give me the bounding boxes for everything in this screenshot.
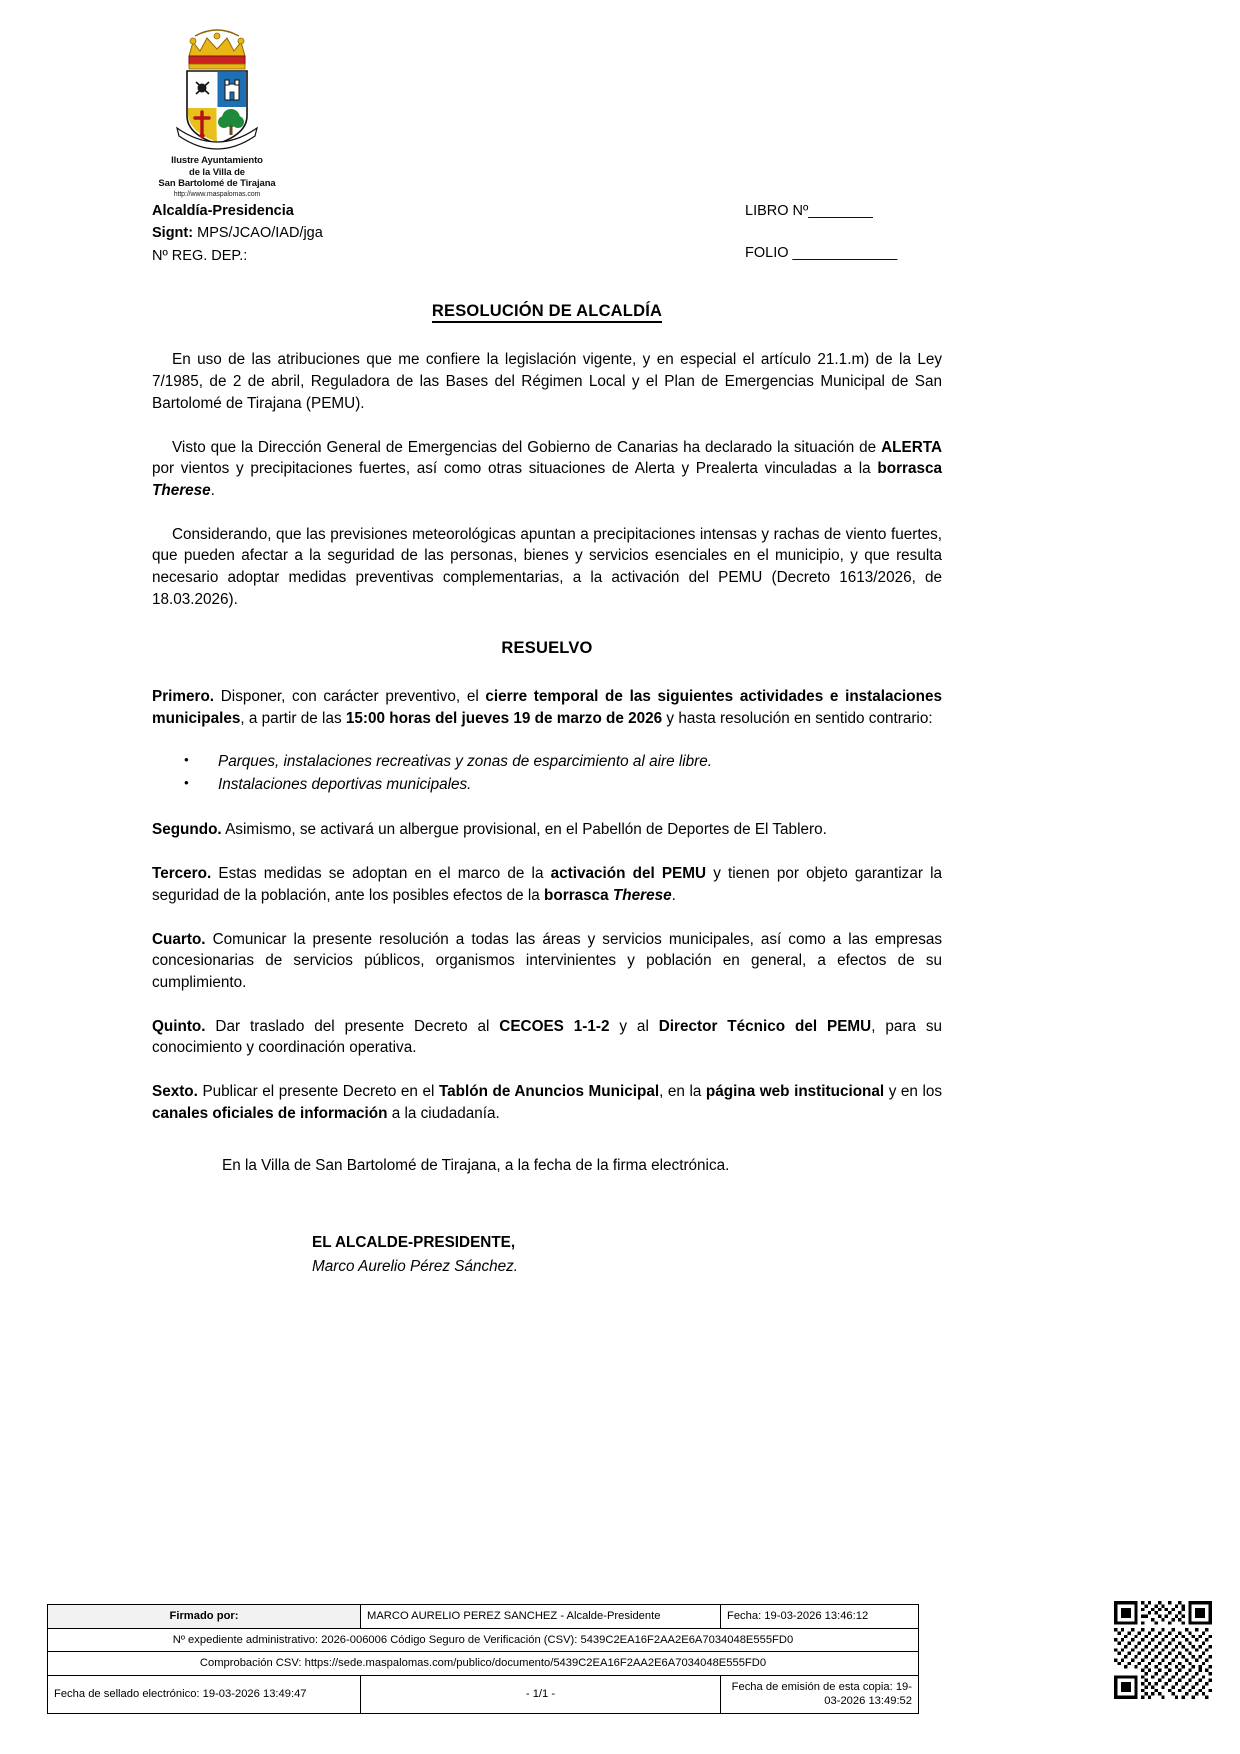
csv-verification-link[interactable]: Comprobación CSV: https://sede.maspalomas.com/publico/documento/5439C2EA16F2AA2E6A7034048E555FD0 xyxy=(48,1652,919,1676)
table-row xyxy=(48,1675,919,1713)
resolution-cuarto: Cuarto. Comunicar la presente resolución a todas las áreas y servicios municipales, así como a las empresas concesionarias de servicios públicos, organismos intervinientes y población en general, a efectos de su cumplimiento. xyxy=(152,930,942,991)
page-number: - 1/1 - xyxy=(361,1675,721,1713)
letterhead-line-1: Ilustre Ayuntamiento xyxy=(171,155,263,166)
list-item: • Instalaciones deportivas municipales. xyxy=(152,774,942,797)
list-item: • Parques, instalaciones recreativas y zonas de esparcimiento al aire libre. xyxy=(152,751,942,774)
resolution-sexto: Sexto. Publicar el presente Decreto en el Tablón de Anuncios Municipal, en la página web institucional y en los canales oficiales de información a la ciudadanía. xyxy=(152,1083,943,1122)
resolution-primero: Primero. Disponer, con carácter preventivo, el cierre temporal de las siguientes actividades e instalaciones municipales, a partir de las 15:00 horas del jueves 19 de marzo de 2026 y hasta resolución en sentido contrario: xyxy=(152,688,942,727)
file-reference-line: Nº expediente administrativo: 2026-006006 Código Seguro de Verificación (CSV): 5439C2EA16F2AA2E6A7034048E555FD0 xyxy=(48,1628,919,1652)
closing-statement: En la Villa de San Bartolomé de Tirajana, a la fecha de la firma electrónica. xyxy=(222,1156,730,1174)
signed-by-value: MARCO AURELIO PEREZ SANCHEZ - Alcalde-Presidente xyxy=(361,1605,721,1629)
signt-value: MPS/JCAO/IAD/jga xyxy=(197,225,323,242)
emission-date: Fecha de emisión de esta copia: 19-03-2026 13:49:52 xyxy=(721,1675,919,1713)
letterhead xyxy=(152,26,282,199)
page-title-text: RESOLUCIÓN DE ALCALDÍA xyxy=(432,302,662,323)
signed-date: Fecha: 19-03-2026 13:46:12 xyxy=(721,1605,919,1629)
table-row xyxy=(48,1652,919,1676)
office-name: Alcaldía-Presidencia xyxy=(152,203,294,219)
signature-name: Marco Aurelio Pérez Sánchez. xyxy=(312,1257,519,1275)
letterhead-line-3: San Bartolomé de Tirajana xyxy=(158,178,276,190)
signature-title: EL ALCALDE-PRESIDENTE, xyxy=(312,1234,516,1252)
document-body xyxy=(152,300,942,1278)
header-meta-right xyxy=(745,200,897,265)
seal-date: Fecha de sellado electrónico: 19-03-2026 13:49:47 xyxy=(48,1675,361,1713)
letterhead-line-2: de la Villa de xyxy=(189,166,245,178)
page-title xyxy=(152,300,942,323)
reg-dep-label: Nº REG. DEP.: xyxy=(152,247,248,264)
paragraph-atribuciones: En uso de las atribuciones que me confiere la legislación vigente, y en especial el artículo 21.1.m) de la Ley 7/1985, de 2 de abril, Reguladora de las Bases del Régimen Local y el Plan de Emergencias Municipal de San Bartolomé de Tirajana (PEMU). xyxy=(152,351,942,412)
resolution-tercero: Tercero. Estas medidas se adoptan en el marco de la activación del PEMU y tienen por objeto garantizar la seguridad de la población, ante los posibles efectos de la borrasca Therese. xyxy=(152,865,942,904)
paragraph-visto: Visto que la Dirección General de Emergencias del Gobierno de Canarias ha declarado la situación de ALERTA por vientos y precipitaciones fuertes, así como otras situaciones de Alerta y Prealerta vinculadas a la borrasca Therese. xyxy=(152,438,942,500)
signt-label: Signt: xyxy=(152,225,194,242)
table-row xyxy=(48,1628,919,1652)
paragraph-considerando: Considerando, que las previsiones meteorológicas apuntan a precipitaciones intensas y rachas de viento fuertes, que pueden afectar a la seguridad de las personas, bienes y servicios esenciales en el municipio, y que resulta necesario adoptar medidas preventivas complementarias, a la activación del PEMU (Decreto 1613/2026, de 18.03.2026). xyxy=(152,525,942,608)
resuelvo-heading: RESUELVO xyxy=(501,638,593,657)
folio-field: FOLIO _____________ xyxy=(745,245,898,262)
letterhead-url: http://www.maspalomas.com xyxy=(173,190,261,198)
closure-list xyxy=(152,751,942,797)
signed-by-label: Firmado por: xyxy=(48,1605,361,1629)
libro-field: LIBRO Nº________ xyxy=(745,203,873,219)
signature-table xyxy=(47,1604,919,1714)
qr-code-icon xyxy=(1114,1601,1212,1699)
table-row xyxy=(48,1605,919,1629)
resolution-quinto: Quinto. Dar traslado del presente Decreto al CECOES 1-1-2 y al Director Técnico del PEMU, para su conocimiento y coordinación operativa. xyxy=(152,1017,943,1057)
resolution-segundo: Segundo. Asimismo, se activará un albergue provisional, en el Pabellón de Deportes de El Tablero. xyxy=(152,821,827,839)
header-meta-left xyxy=(152,200,323,267)
signt-row xyxy=(152,222,323,244)
municipal-coat-of-arms-icon xyxy=(169,26,265,152)
signature-block xyxy=(152,1232,942,1277)
electronic-signature-footer xyxy=(47,1604,1193,1714)
